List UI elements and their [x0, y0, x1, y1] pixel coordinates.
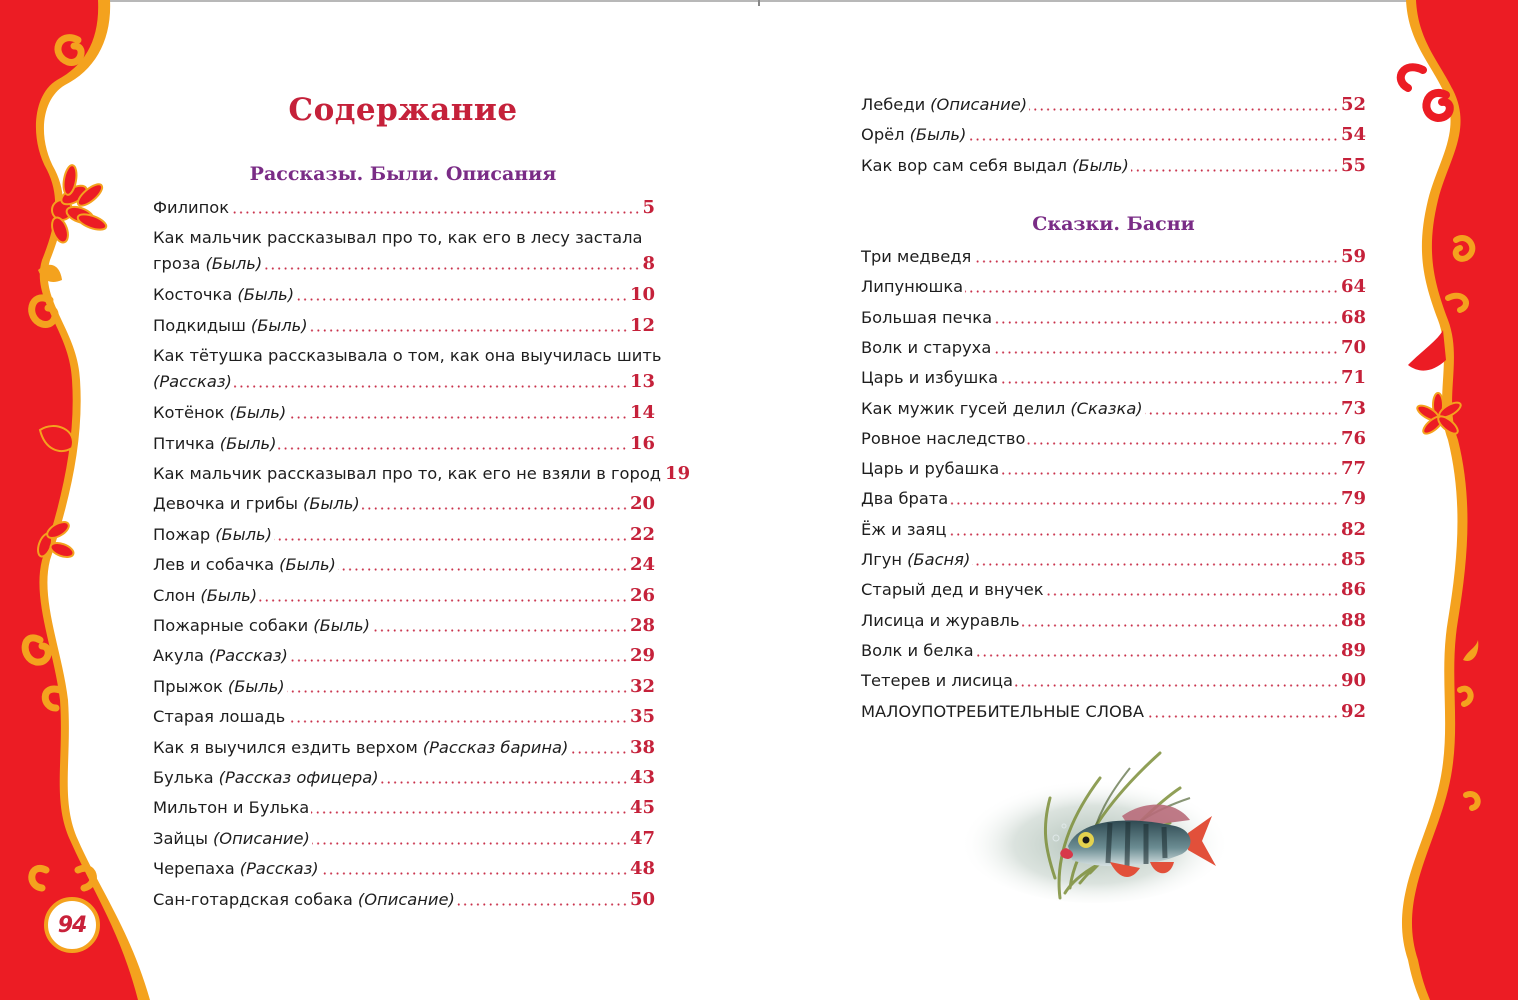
toc-entry[interactable]	[861, 638, 1366, 664]
toc-entry-page-number: 20	[629, 493, 655, 515]
toc-entry-line	[153, 826, 655, 852]
toc-entry-line	[861, 305, 1366, 331]
dot-leader	[570, 751, 628, 754]
toc-entry-line	[153, 735, 655, 761]
toc-entry-genre-note: (Описание)	[930, 95, 1028, 114]
toc-entry-line	[861, 608, 1366, 634]
toc-entry[interactable]	[153, 431, 655, 457]
toc-entry-page-number: 88	[1340, 609, 1366, 631]
section-heading-stories: Рассказы. Были. Описания	[249, 163, 557, 185]
toc-entry-title: Большая печка	[861, 307, 993, 327]
toc-entry-line	[153, 613, 655, 639]
toc-entry-page-number: 14	[629, 402, 655, 424]
toc-entry-page-number: 77	[1340, 458, 1366, 480]
toc-entry-title: Булька	[153, 768, 214, 787]
toc-entry-title: Пожар	[153, 524, 211, 544]
dot-leader	[965, 290, 1339, 293]
toc-entry-page-number: 19	[665, 463, 691, 484]
toc-entry-page-number: 28	[629, 615, 655, 636]
toc-entry-line	[861, 396, 1366, 422]
toc-entry[interactable]	[153, 704, 655, 730]
book-gutter	[758, 0, 760, 6]
toc-entry-line	[861, 547, 1366, 573]
dot-leader	[312, 842, 628, 845]
toc-entry-page-number: 47	[629, 827, 655, 849]
toc-entry-line	[153, 795, 655, 821]
toc-entry-title: Три медведя	[861, 247, 972, 266]
toc-entry[interactable]	[153, 282, 655, 308]
toc-entry[interactable]	[861, 486, 1366, 512]
toc-entry-page-number: 64	[1340, 276, 1366, 298]
toc-entry[interactable]	[861, 577, 1366, 603]
toc-entry-title: Как вор сам себя выдал	[861, 155, 1068, 175]
dot-leader	[311, 811, 628, 814]
toc-entry[interactable]	[153, 343, 662, 395]
toc-entry-page-number: 10	[629, 284, 655, 306]
toc-entry-title: Черепаха	[153, 859, 235, 879]
toc-entry-title: Зайцы	[153, 828, 208, 848]
toc-entry[interactable]	[861, 92, 1366, 118]
toc-entry-page-number: 38	[629, 736, 655, 758]
toc-entry-page-number: 48	[629, 858, 655, 880]
dot-leader	[1022, 624, 1339, 627]
toc-entry-title: Волк и белка	[861, 640, 974, 660]
toc-entry[interactable]	[861, 396, 1366, 422]
dot-leader	[1027, 442, 1339, 445]
toc-entry[interactable]	[153, 313, 655, 339]
dot-leader	[321, 872, 628, 875]
toc-entry-genre-note: (Рассказ)	[153, 372, 232, 392]
toc-entry-page-number: 71	[1340, 367, 1366, 389]
dot-leader	[457, 903, 628, 906]
toc-entry-page-number: 85	[1340, 549, 1366, 570]
toc-entry-genre-note: (Быль)	[313, 616, 370, 635]
dot-leader	[296, 298, 628, 301]
toc-entry[interactable]	[153, 795, 655, 821]
dot-leader	[278, 447, 627, 450]
toc-entry-title: Царь и избушка	[861, 368, 999, 388]
toc-entry[interactable]	[153, 735, 655, 761]
toc-entry-line	[153, 400, 655, 426]
toc-entry-genre-note: (Быль)	[219, 433, 277, 453]
dot-leader	[381, 781, 628, 784]
dot-leader	[372, 629, 628, 632]
toc-entry-page-number: 29	[629, 645, 655, 667]
toc-entry[interactable]	[861, 668, 1366, 694]
dot-leader	[950, 502, 1339, 505]
toc-entry-genre-note: (Рассказ)	[209, 646, 288, 666]
toc-entry-title: Как я выучился ездить верхом	[153, 737, 418, 757]
toc-entry-genre-note: (Рассказ барина)	[422, 737, 569, 757]
toc-entry-page-number: 50	[629, 888, 655, 910]
toc-entry[interactable]	[153, 225, 655, 277]
toc-entry-line	[153, 282, 655, 308]
toc-entry-genre-note: (Быль)	[229, 403, 287, 423]
toc-entry[interactable]	[153, 643, 655, 669]
dot-leader	[287, 690, 628, 693]
toc-entry-title: Слон	[153, 585, 196, 605]
toc-entry-line	[153, 856, 655, 882]
toc-entry-line	[861, 274, 1366, 300]
toc-entry-line	[153, 674, 655, 700]
toc-entry[interactable]	[153, 826, 655, 852]
perch-fish-icon	[960, 738, 1230, 913]
toc-entry-line	[153, 369, 655, 395]
toc-entry-title: МАЛОУПОТРЕБИТЕЛЬНЫЕ СЛОВА	[861, 701, 1145, 721]
page-title: Содержание	[288, 92, 518, 128]
toc-entry-title: Прыжок	[153, 676, 223, 696]
toc-entry-line	[153, 704, 655, 730]
toc-entry-page-number: 13	[629, 371, 655, 393]
toc-entry-line	[861, 335, 1366, 361]
toc-entry-page-number: 26	[629, 584, 655, 606]
toc-entry-title: Как мальчик рассказывал про то, как его не взяли в город	[153, 464, 662, 483]
toc-entry-genre-note: (Басня)	[907, 550, 971, 569]
toc-entry-line	[153, 522, 655, 548]
toc-entry-line	[861, 577, 1366, 603]
toc-entry-title: Орёл	[861, 125, 905, 145]
toc-entry-title: Лгун	[861, 550, 903, 569]
toc-entry-line	[153, 491, 655, 517]
toc-entry-genre-note: (Быль)	[215, 524, 272, 544]
toc-entry-title: Ёж и заяц	[861, 519, 947, 539]
toc-entry-line	[153, 583, 655, 609]
toc-entry-line	[153, 251, 655, 277]
toc-entry[interactable]	[153, 887, 655, 913]
dot-leader	[1029, 108, 1339, 111]
toc-entry-page-number: 76	[1340, 427, 1366, 449]
toc-entry-line	[153, 887, 655, 913]
toc-entry[interactable]	[861, 335, 1366, 361]
toc-entry-genre-note: (Быль)	[200, 585, 258, 605]
toc-entry-genre-note: (Быль)	[1072, 155, 1129, 175]
toc-entry[interactable]	[861, 517, 1366, 543]
toc-entry-genre-note: (Описание)	[212, 828, 310, 848]
toc-entry-title-line1: Как мальчик рассказывал про то, как его в лесу застала	[153, 228, 643, 248]
right-floral-border-icon	[1368, 0, 1518, 1000]
toc-entry[interactable]	[153, 583, 655, 609]
toc-entry-page-number: 8	[642, 253, 655, 275]
toc-entry-genre-note: (Быль)	[279, 555, 336, 575]
dot-leader	[1046, 593, 1339, 596]
toc-entry-title: Ровное наследство	[861, 428, 1026, 448]
toc-entry-page-number: 70	[1340, 336, 1366, 358]
dot-leader	[972, 563, 1339, 566]
dot-leader	[994, 321, 1339, 324]
dot-leader	[288, 416, 628, 419]
toc-entry-page-number: 43	[629, 767, 655, 788]
toc-entry-line	[861, 486, 1366, 512]
dot-leader	[362, 507, 628, 510]
dot-leader	[1000, 381, 1339, 384]
toc-entry[interactable]	[861, 305, 1366, 331]
toc-entry-page-number: 73	[1340, 397, 1366, 419]
dot-leader	[290, 659, 628, 662]
toc-entry-page-number: 86	[1340, 579, 1366, 601]
toc-entry[interactable]	[861, 365, 1366, 391]
dot-leader	[1001, 472, 1339, 475]
toc-entry-title: Два брата	[861, 489, 949, 509]
left-floral-border-icon	[0, 0, 160, 1000]
dot-leader	[976, 654, 1339, 657]
toc-entry[interactable]	[153, 400, 655, 426]
toc-entry-page-number: 90	[1340, 670, 1366, 692]
toc-entry-line	[861, 668, 1366, 694]
dot-leader	[338, 568, 628, 571]
toc-entry-line	[153, 552, 655, 578]
toc-entry-genre-note: (Быль)	[909, 125, 967, 145]
dot-leader	[234, 385, 628, 388]
toc-entry-page-number: 5	[642, 197, 655, 218]
toc-entry-title: Косточка	[153, 285, 233, 305]
toc-entry-line	[861, 426, 1366, 452]
toc-entry-title: Старый дед и внучек	[861, 580, 1044, 600]
toc-entry[interactable]	[153, 461, 691, 487]
section-heading-tales: Сказки. Басни	[1032, 213, 1195, 235]
toc-entry[interactable]	[153, 491, 655, 517]
toc-entry[interactable]	[153, 522, 655, 548]
toc-entry-title: Девочка и грибы	[153, 494, 299, 514]
dot-leader	[274, 538, 628, 541]
toc-entry-line	[153, 195, 655, 221]
toc-entry[interactable]	[861, 547, 1366, 573]
toc-entry-line	[861, 456, 1366, 482]
toc-entry-page-number: 92	[1340, 700, 1366, 722]
toc-entry-genre-note: (Быль)	[237, 285, 295, 305]
toc-entry-title: Как мужик гусей делил	[861, 398, 1066, 418]
toc-entry[interactable]	[153, 765, 655, 791]
toc-entry-line	[153, 765, 655, 791]
toc-entry-line	[861, 638, 1366, 664]
toc-entry-genre-note: (Рассказ)	[239, 859, 319, 879]
toc-entry-line	[153, 643, 655, 669]
dot-leader	[1131, 169, 1339, 172]
toc-entry[interactable]	[861, 699, 1366, 725]
toc-entry-line	[861, 699, 1366, 725]
toc-entry-line	[861, 92, 1366, 118]
dot-leader	[973, 260, 1339, 263]
toc-entry-line	[153, 461, 691, 487]
toc-entry-page-number: 82	[1340, 518, 1366, 540]
toc-entry-genre-note: (Быль)	[205, 254, 263, 274]
toc-entry-title: Лебеди	[861, 95, 926, 114]
toc-entry[interactable]	[861, 244, 1366, 270]
toc-entry[interactable]	[861, 122, 1366, 148]
toc-entry[interactable]	[153, 195, 655, 221]
toc-entry[interactable]	[153, 674, 655, 700]
toc-entry-line	[861, 517, 1366, 543]
toc-entry-title: Тетерев и лисица	[861, 671, 1013, 691]
dot-leader	[968, 138, 1339, 141]
dot-leader	[259, 599, 628, 602]
toc-entry[interactable]	[153, 552, 655, 578]
toc-entry-page-number: 12	[629, 314, 655, 336]
dot-leader	[287, 720, 628, 723]
toc-entry-page-number: 45	[629, 797, 655, 819]
dot-leader	[231, 211, 640, 214]
toc-entry-title: Подкидыш	[153, 315, 246, 335]
dot-leader	[1015, 684, 1339, 687]
dot-leader	[1145, 412, 1339, 415]
dot-leader	[993, 351, 1339, 354]
toc-entry-line	[153, 431, 655, 457]
toc-entry-title: Пожарные собаки	[153, 616, 309, 635]
toc-entry-line	[861, 365, 1366, 391]
toc-entry-title: Котёнок	[153, 403, 225, 423]
toc-entry-genre-note: (Быль)	[227, 676, 285, 696]
toc-entry[interactable]	[861, 426, 1366, 452]
toc-entry-title: гроза	[153, 254, 201, 274]
toc-entry-page-number: 32	[629, 675, 655, 697]
toc-entry-page-number: 68	[1340, 306, 1366, 328]
toc-entry[interactable]	[861, 456, 1366, 482]
toc-entry-genre-note: (Описание)	[357, 889, 455, 909]
toc-entry[interactable]	[861, 274, 1366, 300]
toc-entry-page-number: 35	[629, 706, 655, 728]
toc-entry-genre-note: (Сказка)	[1070, 398, 1143, 418]
toc-entry-genre-note: (Быль)	[250, 315, 308, 335]
toc-entry-page-number: 24	[629, 554, 655, 576]
toc-entry-title: Сан-готардская собака	[153, 889, 353, 909]
toc-entry-line	[861, 244, 1366, 270]
toc-entry-page-number: 59	[1340, 246, 1366, 267]
toc-entry[interactable]	[861, 608, 1366, 634]
toc-entry-title: Филипок	[153, 198, 230, 217]
toc-entry-title: Волк и старуха	[861, 337, 992, 357]
dot-leader	[1146, 715, 1339, 718]
toc-entry-line	[861, 122, 1366, 148]
toc-entry-title: Мильтон и Булька	[153, 798, 310, 818]
dot-leader	[310, 329, 628, 332]
dot-leader	[264, 267, 640, 270]
toc-entry-page-number: 52	[1340, 94, 1366, 115]
dot-leader	[948, 533, 1339, 536]
toc-entry-line	[861, 153, 1366, 179]
toc-entry[interactable]	[153, 856, 655, 882]
toc-entry-title: Лев и собачка	[153, 555, 275, 575]
toc-entry-title: Птичка	[153, 433, 215, 453]
toc-entry[interactable]	[153, 613, 655, 639]
page-number: 94	[57, 912, 87, 938]
toc-entry-line	[153, 313, 655, 339]
toc-entry-title: Лисица и журавль	[861, 610, 1020, 630]
toc-entry-page-number: 79	[1340, 488, 1366, 510]
toc-entry-title: Акула	[153, 646, 204, 666]
toc-entry-title: Старая лошадь	[153, 707, 286, 727]
toc-entry-page-number: 55	[1340, 154, 1366, 176]
page-number-badge	[44, 897, 100, 953]
toc-entry-title: Царь и рубашка	[861, 459, 1000, 479]
toc-entry-page-number: 89	[1340, 639, 1366, 661]
toc-entry-page-number: 22	[629, 523, 655, 545]
toc-entry-genre-note: (Рассказ офицера)	[218, 768, 379, 787]
toc-entry-title: Липунюшка	[861, 277, 964, 297]
toc-entry-title-line1: Как тётушка рассказывала о том, как она выучилась шить	[153, 346, 662, 366]
toc-entry-page-number: 16	[629, 432, 655, 454]
toc-entry[interactable]	[861, 153, 1366, 179]
toc-entry-page-number: 54	[1340, 124, 1366, 146]
toc-entry-genre-note: (Быль)	[303, 494, 360, 514]
